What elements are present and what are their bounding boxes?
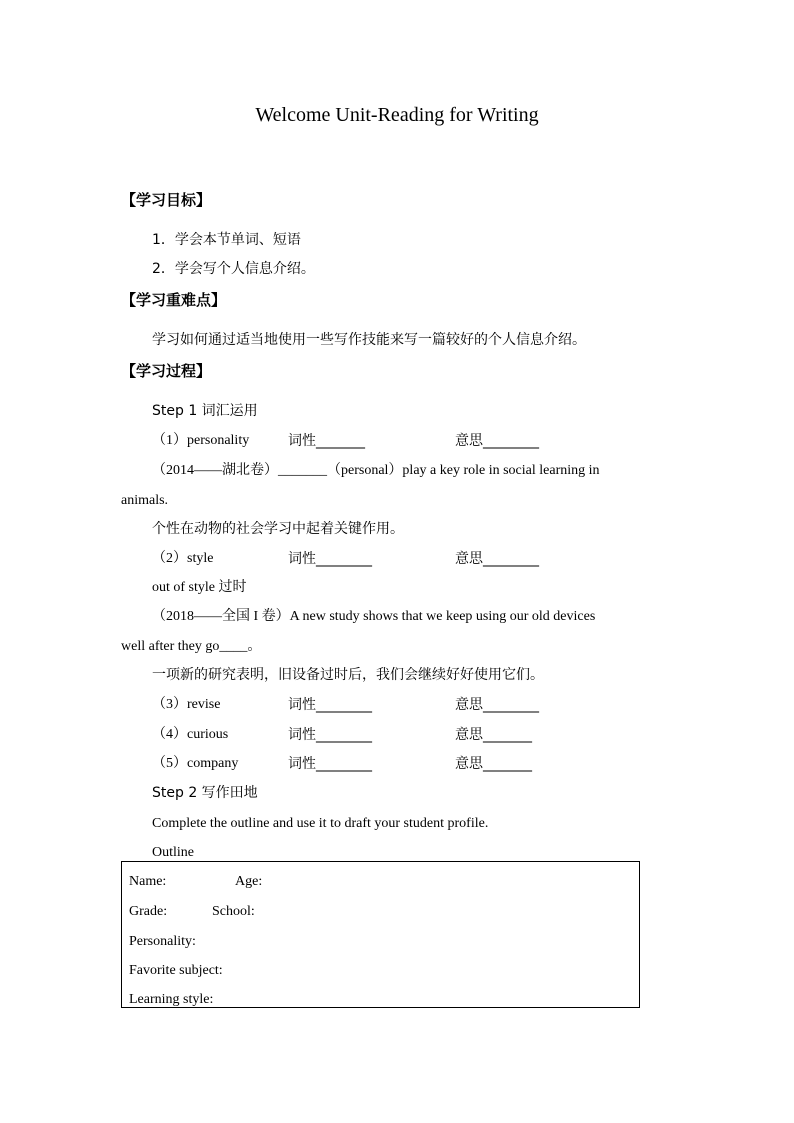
example-1-translation: 个性在动物的社会学习中起着关键作用。 [152,521,404,537]
outline-box [121,861,640,1008]
example-2-line-1: （2018——全国 I 卷）A new study shows that we keep using our old devices [152,609,596,624]
step2-title: Step 2 写作田地 [152,785,258,801]
word-4-pos: 词性________ [288,727,372,743]
key-points-heading: 【学习重难点】 [121,291,227,309]
outline-grade: Grade: [129,904,168,919]
example-1-line-1: （2014——湖北卷）_______（personal）play a key role in social learning in [152,463,600,478]
outline-age: Age: [235,874,263,889]
objectives-heading: 【学习目标】 [121,191,212,209]
outline-school: School: [212,904,255,919]
example-1-line-2: animals. [121,493,169,508]
word-5-meaning: 意思_______ [455,756,532,772]
outline-favorite-subject: Favorite subject: [129,963,223,978]
step1-title: Step 1 词汇运用 [152,403,258,419]
key-points-text: 学习如何通过适当地使用一些写作技能来写一篇较好的个人信息介绍。 [152,332,586,348]
word-5-pos: 词性________ [288,756,372,772]
word-3: （3）revise [152,697,221,712]
word-3-meaning: 意思________ [455,697,539,713]
word-1-pos: 词性_______ [288,433,365,449]
outline-name: Name: [129,874,167,889]
objective-item-1: 1．学会本节单词、短语 [152,232,301,248]
word-3-pos: 词性________ [288,697,372,713]
instruction-text: Complete the outline and use it to draft your student profile. [152,816,489,831]
outline-learning-style: Learning style: [129,992,214,1007]
word-2-pos: 词性________ [288,551,372,567]
example-2-line-2: well after they go____。 [121,639,262,654]
outline-personality: Personality: [129,934,196,949]
phrase-out-of-style: out of style 过时 [152,580,247,595]
word-4-meaning: 意思_______ [455,727,532,743]
example-2-translation: 一项新的研究表明，旧设备过时后，我们会继续好好使用它们。 [152,667,544,683]
word-1-meaning: 意思________ [455,433,539,449]
word-2-meaning: 意思________ [455,551,539,567]
word-2: （2）style [152,551,214,566]
document-title: Welcome Unit-Reading for Writing [255,104,539,126]
process-heading: 【学习过程】 [121,362,212,380]
outline-row-name-age [129,874,263,890]
objective-item-2: 2．学会写个人信息介绍。 [152,261,315,277]
word-5: （5）company [152,756,239,771]
word-4: （4）curious [152,727,229,742]
outline-label: Outline [152,845,194,860]
word-1: （1）personality [152,433,250,448]
outline-row-grade-school [129,904,255,920]
